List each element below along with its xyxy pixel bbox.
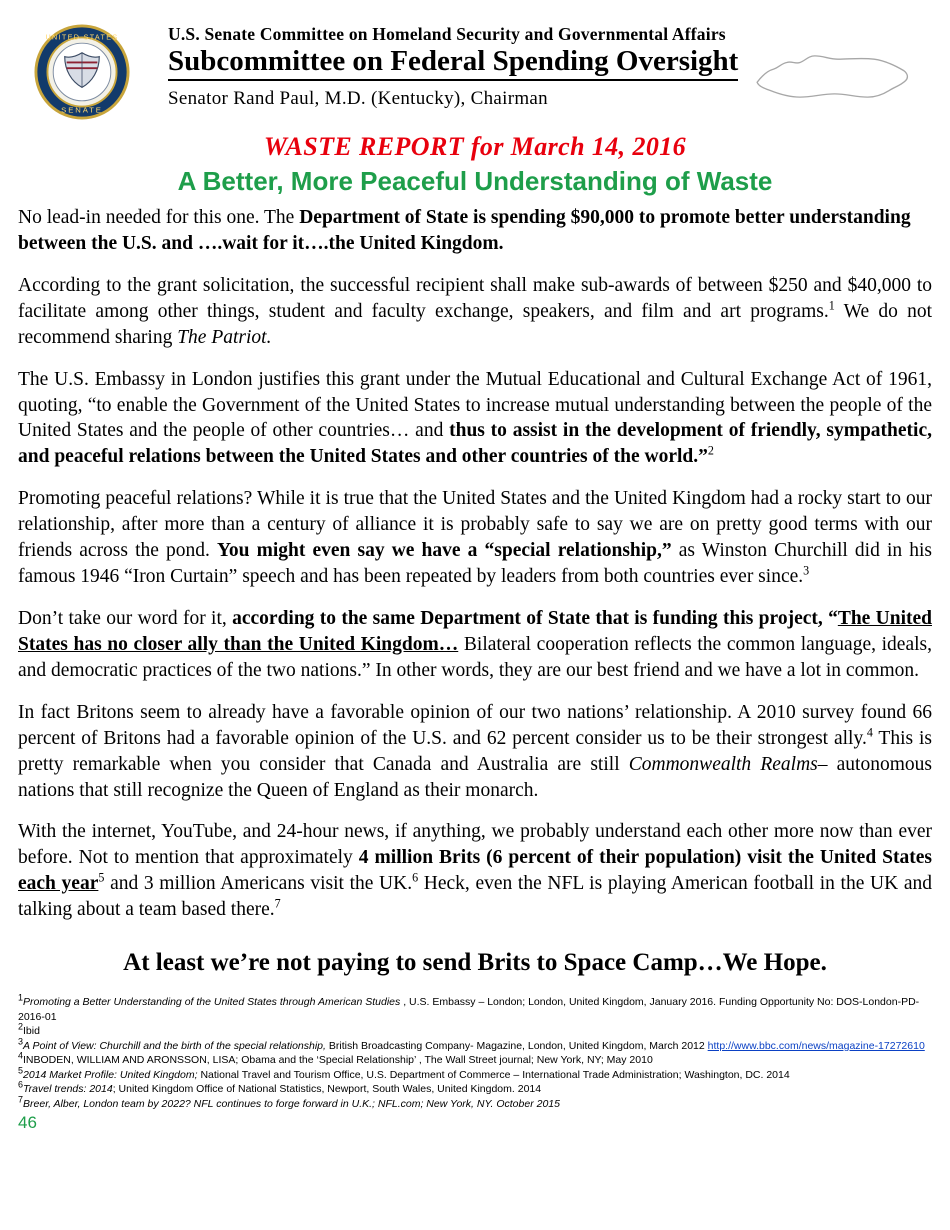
p7-bold-underline: each year xyxy=(18,873,99,895)
senate-seal-icon xyxy=(34,24,130,120)
p2-italic: The Patriot. xyxy=(177,326,272,348)
footnote-item xyxy=(18,992,932,1024)
footnote-ref-2: 2 xyxy=(707,443,714,458)
footnote-text: Ibid xyxy=(23,1025,40,1038)
footnote-ref-6: 6 xyxy=(412,870,419,885)
chairman-name: Senator Rand Paul, M.D. (Kentucky), Chairman xyxy=(168,87,548,109)
closing-line: At least we’re not paying to send Brits to Space Camp…We Hope. xyxy=(123,949,827,977)
footnote-item xyxy=(18,1021,932,1038)
p4-text-a: Promoting peaceful relations? While it is true that the United States and the United Kingdom had a rocky start to our relationship, after more than a century of alliance it is probably safe to say we are on pretty good terms with our friends across the pond. xyxy=(18,488,932,562)
paragraph-1 xyxy=(18,205,932,257)
footnote-number: 7 xyxy=(18,1094,24,1105)
footnote-text: , U.S. Embassy – London; London, United Kingdom, January 2016. Funding Opportunity No: DOS-London-PD-2016-01 xyxy=(18,996,920,1023)
footnote-text: British Broadcasting Company- Magazine, London, United Kingdom, March 2012 xyxy=(325,1039,708,1052)
footnote-number: 2 xyxy=(18,1021,24,1032)
svg-text:UNITED STATES: UNITED STATES xyxy=(45,32,119,42)
footnote-number: 4 xyxy=(18,1050,24,1061)
footnote-italic: Travel trends: 2014 xyxy=(23,1083,113,1096)
footnote-ref-5: 5 xyxy=(98,870,105,885)
p7-bold: 4 million Brits (6 percent of their population) visit the United States xyxy=(358,847,932,869)
footnote-italic: A Point of View: Churchill and the birth of the special relationship, xyxy=(23,1039,326,1052)
paragraph-6 xyxy=(18,700,932,804)
paragraph-7 xyxy=(18,819,932,923)
footnote-number: 3 xyxy=(18,1036,24,1047)
p7-text-c: Heck, even the NFL is playing American football in the UK and talking about a team based there. xyxy=(18,873,933,921)
p2-text-a: According to the grant solicitation, the successful recipient shall make sub-awards of between $250 and $40,000 to facilitate among other things, student and faculty exchange, speakers, and film and art programs. xyxy=(18,274,932,322)
p5-bold-underline: The United States has no closer ally than the United Kingdom… xyxy=(18,607,932,655)
p1-bold: Department of State is spending $90,000 to promote better understanding between the U.S. and ….wait for it….the United Kingdom. xyxy=(18,207,911,254)
p7-text-a: With the internet, YouTube, and 24-hour news, if anything, we probably understand each other more now than ever before. Not to mention that approximately xyxy=(18,821,932,869)
footnote-item xyxy=(18,1094,932,1111)
paragraph-4 xyxy=(18,486,932,590)
footnote-item xyxy=(18,1065,932,1082)
p6-text-b: This is pretty remarkable when you consider that Canada and Australia are still xyxy=(18,727,932,775)
footnote-list xyxy=(18,992,932,1111)
p3-text-a: The U.S. Embassy in London justifies this grant under the Mutual Educational and Cultural Exchange Act of 1961, quoting, “to enable the Government of the United States to increase mutual understanding between the people of the United States and the people of other countries… and xyxy=(18,368,932,442)
p4-bold: You might even say we have a “special relationship,” xyxy=(217,540,672,562)
p4-text-b: as Winston Churchill did in his famous 1946 “Iron Curtain” speech and has been repeated by leaders from both countries ever since. xyxy=(18,540,932,588)
article-body xyxy=(18,205,932,923)
footnote-number: 1 xyxy=(18,992,24,1003)
p7-text-b: and 3 million Americans visit the UK. xyxy=(104,873,413,895)
paragraph-3 xyxy=(18,367,932,471)
footnote-item xyxy=(18,1036,932,1053)
p3-bold: thus to assist in the development of friendly, sympathetic, and peaceful relations between the United States and other countries of the world.” xyxy=(18,420,932,468)
footnote-ref-3: 3 xyxy=(803,563,810,578)
paragraph-2 xyxy=(18,273,932,351)
footnote-italic: Breer, Alber, London team by 2022? NFL continues to forge forward in U.K.; NFL.com; New York, NY. October 2015 xyxy=(23,1097,560,1110)
letterhead xyxy=(18,18,932,130)
footnote-ref-4: 4 xyxy=(866,725,873,740)
kentucky-outline-icon xyxy=(748,46,918,112)
subcommittee-name: Subcommittee on Federal Spending Oversight xyxy=(168,46,738,81)
p5-text-b: Bilateral cooperation reflects the common language, ideals, and democratic practices of the two nations.” In other words, they are our best friend and we have a lot in common. xyxy=(18,633,932,681)
p6-text-c: – autonomous nations that still recognize the Queen of England as their monarch. xyxy=(18,753,932,801)
footnote-text: INBODEN, WILLIAM AND ARONSSON, LISA; Obama and the ‘Special Relationship’ , The Wall Street journal; New York, NY; May 2010 xyxy=(23,1054,653,1067)
paragraph-5 xyxy=(18,606,932,684)
footnote-ref-1: 1 xyxy=(828,298,835,313)
footnote-text: National Travel and Tourism Office, U.S. Department of Commerce – International Trade Administration; Washington, DC. 2014 xyxy=(197,1068,790,1081)
waste-report-title: WASTE REPORT for March 14, 2016 xyxy=(263,132,687,161)
footnote-link[interactable]: http://www.bbc.com/news/magazine-17272610 xyxy=(707,1039,925,1052)
footnote-italic: 2014 Market Profile: United Kingdom; xyxy=(23,1068,198,1081)
p5-bold: according to the same Department of State that is funding this project, “ xyxy=(232,607,838,629)
footnote-number: 5 xyxy=(18,1065,24,1076)
p6-italic: Commonwealth Realms xyxy=(628,753,818,775)
footnote-ref-7: 7 xyxy=(274,896,281,911)
footnote-item xyxy=(18,1050,932,1067)
p6-text-a: In fact Britons seem to already have a favorable opinion of our two nations’ relationship. A 2010 survey found 66 percent of Britons had a favorable opinion of the U.S. and 62 percent consider us to be their strongest ally. xyxy=(18,701,932,749)
footnote-item xyxy=(18,1079,932,1096)
p1-lead: No lead-in needed for this one. The xyxy=(18,207,300,228)
article-subtitle: A Better, More Peaceful Understanding of Waste xyxy=(177,166,773,196)
committee-name: U.S. Senate Committee on Homeland Security and Governmental Affairs xyxy=(168,24,726,44)
footnote-number: 6 xyxy=(18,1079,24,1090)
p5-text-a: Don’t take our word for it, xyxy=(18,607,233,629)
page-number: 46 xyxy=(18,1113,37,1132)
svg-text:SENATE: SENATE xyxy=(61,105,103,115)
footnote-italic: Promoting a Better Understanding of the United States through American Studies xyxy=(23,996,404,1009)
p2-text-b: We do not recommend sharing xyxy=(18,300,932,348)
footnote-text: ; United Kingdom Office of National Statistics, Newport, South Wales, United Kingdom. 2014 xyxy=(112,1083,542,1096)
